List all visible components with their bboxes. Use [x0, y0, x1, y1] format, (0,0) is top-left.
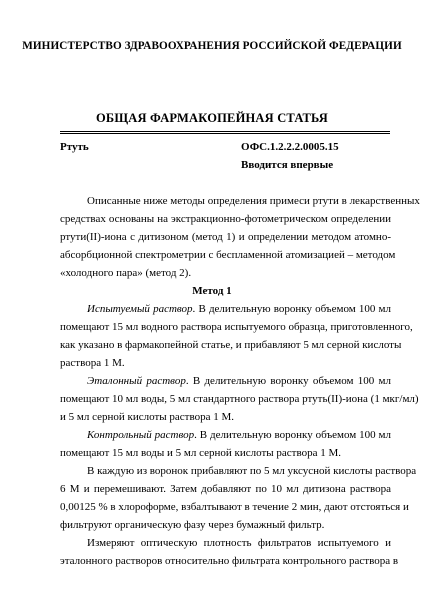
article-code: ОФС.1.2.2.2.0005.15 [241, 141, 339, 153]
procedure-line: фильтруют органическую фазу через бумажный фильтр. [60, 519, 325, 531]
reference-solution-label: Эталонный раствор [87, 375, 186, 387]
intro-line: абсорбционной спектрометрии с беспламенной атомизацией – методом [60, 249, 396, 261]
article-type-title: ОБЩАЯ ФАРМАКОПЕЙНАЯ СТАТЬЯ [95, 111, 329, 125]
ministry-header: МИНИСТЕРСТВО ЗДРАВООХРАНЕНИЯ РОССИЙСКОЙ ФЕДЕРАЦИИ [22, 40, 402, 52]
test-solution-line: как указано в фармакопейной статье, и прибавляют 5 мл серной кислоты [60, 339, 402, 351]
control-solution-line: помещают 15 мл воды и 5 мл серной кислоты раствора 1 М. [60, 447, 342, 459]
intro-line: средствах основаны на экстракционно-фотометрическом определении [60, 213, 391, 225]
intro-line: «холодного пара» (метод 2). [60, 267, 192, 279]
reference-solution-line: помещают 10 мл воды, 5 мл стандартного раствора ртуть(II)-иона (1 мкг/мл) [60, 393, 419, 405]
intro-line: ртути(II)-иона с дитизоном (метод 1) и определении методом атомно- [60, 231, 391, 243]
title-divider-bottom [60, 133, 390, 134]
reference-solution-line: и 5 мл серной кислоты раствора 1 М. [60, 411, 235, 423]
article-subject: Ртуть [60, 141, 89, 153]
test-solution-line: раствора 1 М. [60, 357, 125, 369]
title-divider-top [60, 131, 390, 132]
procedure-line: 0,00125 % в хлороформе, взбалтывают в течение 2 мин, дают отстояться и [60, 501, 409, 513]
test-solution-label: Испытуемый раствор [87, 303, 193, 315]
control-solution-label: Контрольный раствор [87, 429, 195, 441]
procedure-line: В каждую из воронок прибавляют по 5 мл уксусной кислоты раствора [87, 465, 417, 477]
measurement-line: Измеряют оптическую плотность фильтратов испытуемого и [87, 537, 391, 549]
control-solution-line: Контрольный раствор. В делительную воронку объемом 100 мл [87, 429, 391, 441]
intro-line: Описанные ниже методы определения примеси ртути в лекарственных [87, 195, 420, 207]
article-status: Вводится впервые [241, 159, 334, 171]
reference-solution-line: Эталонный раствор. В делительную воронку объемом 100 мл [87, 375, 391, 387]
measurement-line: эталонного растворов относительно фильтрата контрольного раствора в [60, 555, 399, 567]
test-solution-line: помещают 15 мл водного раствора испытуемого образца, приготовленного, [60, 321, 413, 333]
method-heading: Метод 1 [192, 285, 232, 297]
test-solution-line: Испытуемый раствор. В делительную воронку объемом 100 мл [87, 303, 391, 315]
procedure-line: 6 М и перемешивают. Затем добавляют по 10 мл дитизона раствора [60, 483, 391, 495]
